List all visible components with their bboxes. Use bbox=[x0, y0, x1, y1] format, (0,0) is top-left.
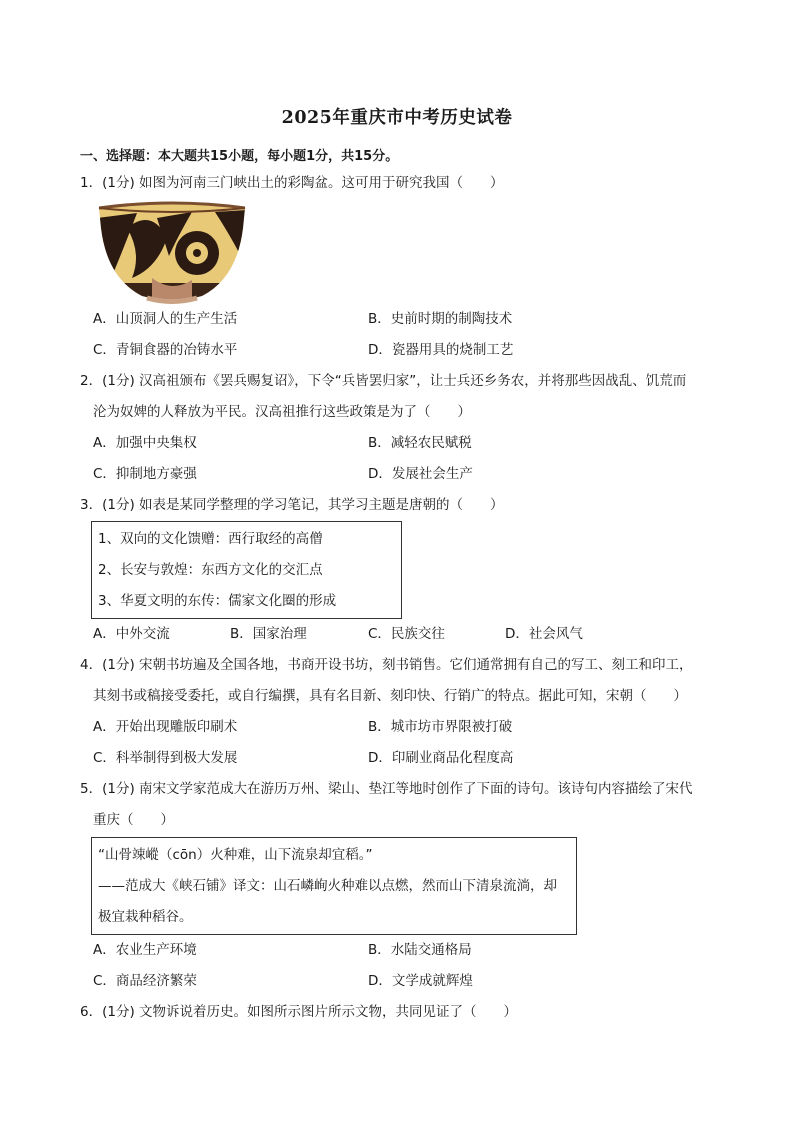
question-5-stem-line2: 重庆（ ） bbox=[93, 812, 174, 828]
question-2-stem-line2: 沦为奴婢的人释放为平民。汉高祖推行这些政策是为了（ ） bbox=[93, 404, 471, 420]
painted-pottery-basin-image bbox=[97, 198, 247, 306]
question-5-stem-line1: 5．(1分) 南宋文学家范成大在游历万州、梁山、垫江等地时创作了下面的诗句。该诗句内容描绘了宋代 bbox=[80, 781, 693, 797]
q3-option-c[interactable]: C．民族交往 bbox=[368, 626, 445, 642]
q5-translation-line2: 极宜栽种稻谷。 bbox=[98, 909, 193, 925]
q3-option-a[interactable]: A．中外交流 bbox=[93, 626, 170, 642]
q1-option-c[interactable]: C．青铜食器的冶铸水平 bbox=[93, 342, 238, 358]
q5-option-c[interactable]: C．商品经济繁荣 bbox=[93, 973, 197, 989]
question-2-stem-line1: 2．(1分) 汉高祖颁布《罢兵赐复诏》，下令“兵皆罢归家”，让士兵还乡务农，并将那些因战乱、饥荒而 bbox=[80, 373, 687, 389]
q3-notes-box bbox=[91, 521, 402, 619]
q4-option-c[interactable]: C．科举制得到极大发展 bbox=[93, 750, 238, 766]
q2-option-c[interactable]: C．抑制地方豪强 bbox=[93, 466, 197, 482]
q5-poem-box bbox=[91, 837, 577, 935]
q4-option-b[interactable]: B．城市坊市界限被打破 bbox=[368, 719, 513, 735]
q1-option-a[interactable]: A．山顶洞人的生产生活 bbox=[93, 311, 238, 327]
q3-option-b[interactable]: B．国家治理 bbox=[230, 626, 307, 642]
question-3-stem: 3．(1分) 如表是某同学整理的学习笔记，其学习主题是唐朝的（ ） bbox=[80, 497, 504, 513]
q5-option-b[interactable]: B．水陆交通格局 bbox=[368, 942, 472, 958]
q1-option-b[interactable]: B．史前时期的制陶技术 bbox=[368, 311, 513, 327]
q3-note-2: 2、长安与敦煌：东西方文化的交汇点 bbox=[98, 562, 323, 578]
question-6-stem: 6．(1分) 文物诉说着历史。如图所示图片所示文物，共同见证了（ ） bbox=[80, 1004, 518, 1020]
q4-option-a[interactable]: A．开始出现雕版印刷术 bbox=[93, 719, 238, 735]
question-4-stem-line2: 其刻书或稿接受委托，或自行编撰，具有名目新、刻印快、行销广的特点。据此可知，宋朝（ ） bbox=[93, 688, 687, 704]
page-title: 2025年重庆市中考历史试卷 bbox=[281, 108, 513, 128]
q5-option-a[interactable]: A．农业生产环境 bbox=[93, 942, 197, 958]
question-1-stem: 1．(1分) 如图为河南三门峡出土的彩陶盆。这可用于研究我国（ ） bbox=[80, 175, 504, 191]
q5-option-d[interactable]: D．文学成就辉煌 bbox=[368, 973, 473, 989]
q1-option-d[interactable]: D．瓷器用具的烧制工艺 bbox=[368, 342, 514, 358]
q5-translation-line1: ——范成大《峡石铺》译文：山石嶙峋火种难以点燃，然而山下清泉流淌，却 bbox=[98, 878, 557, 894]
q5-poem-line: “山骨竦嵷（cōn）火种难，山下流泉却宜稻。” bbox=[98, 847, 373, 863]
q3-option-d[interactable]: D．社会风气 bbox=[505, 626, 583, 642]
question-4-stem-line1: 4．(1分) 宋朝书坊遍及全国各地，书商开设书坊，刻书销售。它们通常拥有自己的写工、刻工和印工， bbox=[80, 657, 693, 673]
q4-option-d[interactable]: D．印刷业商品化程度高 bbox=[368, 750, 514, 766]
q3-note-1: 1、双向的文化馈赠：西行取经的高僧 bbox=[98, 531, 323, 547]
q2-option-d[interactable]: D．发展社会生产 bbox=[368, 466, 473, 482]
q2-option-a[interactable]: A．加强中央集权 bbox=[93, 435, 197, 451]
q3-note-3: 3、华夏文明的东传：儒家文化圈的形成 bbox=[98, 593, 337, 609]
q2-option-b[interactable]: B．减轻农民赋税 bbox=[368, 435, 472, 451]
section-heading: 一、选择题：本大题共15小题，每小题1分，共15分。 bbox=[80, 149, 399, 164]
